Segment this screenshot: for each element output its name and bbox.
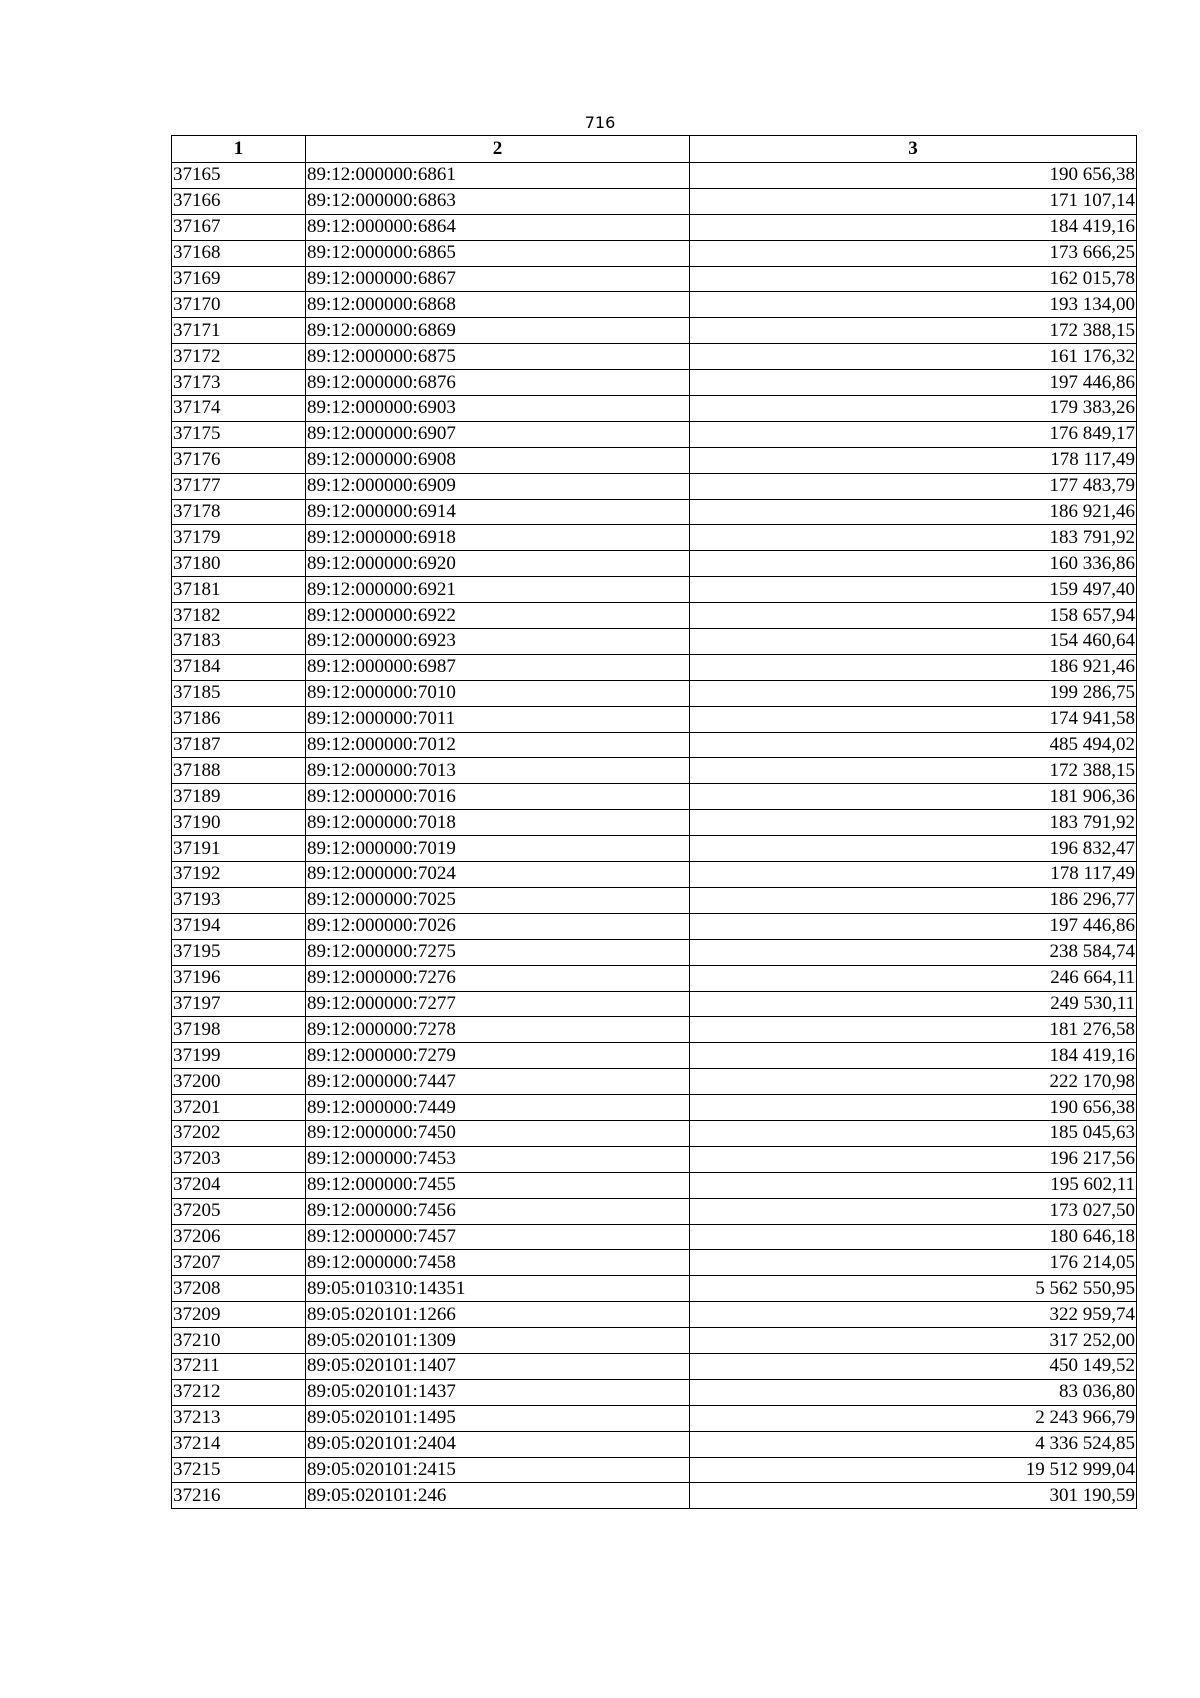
value-cell: 249 530,11: [690, 991, 1137, 1017]
value-cell: 178 117,49: [690, 447, 1137, 473]
row-number-cell: 37176: [172, 447, 306, 473]
cadastral-number-cell: 89:12:000000:7449: [306, 1095, 690, 1121]
table-row: [172, 344, 1137, 370]
column-header-1: 1: [172, 136, 306, 163]
table-row: [172, 525, 1137, 551]
row-number-cell: 37192: [172, 862, 306, 888]
value-cell: 196 217,56: [690, 1146, 1137, 1172]
cadastral-number-cell: 89:12:000000:7016: [306, 784, 690, 810]
table-row: [172, 370, 1137, 396]
table-row: [172, 396, 1137, 422]
row-number-cell: 37215: [172, 1457, 306, 1483]
row-number-cell: 37185: [172, 680, 306, 706]
cadastral-number-cell: 89:05:020101:1437: [306, 1379, 690, 1405]
row-number-cell: 37193: [172, 887, 306, 913]
row-number-cell: 37166: [172, 188, 306, 214]
table-row: [172, 1405, 1137, 1431]
row-number-cell: 37213: [172, 1405, 306, 1431]
table-row: [172, 214, 1137, 240]
table-row: [172, 810, 1137, 836]
table-row: [172, 1328, 1137, 1354]
table-row: [172, 939, 1137, 965]
row-number-cell: 37201: [172, 1095, 306, 1121]
table-row: [172, 887, 1137, 913]
value-cell: 174 941,58: [690, 706, 1137, 732]
row-number-cell: 37183: [172, 629, 306, 655]
cadastral-number-cell: 89:12:000000:7455: [306, 1172, 690, 1198]
value-cell: 19 512 999,04: [690, 1457, 1137, 1483]
cadastral-number-cell: 89:12:000000:7025: [306, 887, 690, 913]
row-number-cell: 37208: [172, 1276, 306, 1302]
header-row: [172, 136, 1137, 163]
row-number-cell: 37212: [172, 1379, 306, 1405]
table-row: [172, 991, 1137, 1017]
cadastral-number-cell: 89:12:000000:6876: [306, 370, 690, 396]
table-row: [172, 292, 1137, 318]
page-number: 716: [584, 113, 616, 132]
value-cell: 176 849,17: [690, 421, 1137, 447]
value-cell: 238 584,74: [690, 939, 1137, 965]
value-cell: 322 959,74: [690, 1302, 1137, 1328]
value-cell: 177 483,79: [690, 473, 1137, 499]
table-row: [172, 473, 1137, 499]
value-cell: 196 832,47: [690, 836, 1137, 862]
cadastral-number-cell: 89:12:000000:6922: [306, 603, 690, 629]
value-cell: 199 286,75: [690, 680, 1137, 706]
table-row: [172, 1302, 1137, 1328]
table-row: [172, 240, 1137, 266]
row-number-cell: 37173: [172, 370, 306, 396]
value-cell: 183 791,92: [690, 810, 1137, 836]
cadastral-number-cell: 89:12:000000:6861: [306, 163, 690, 189]
column-header-3: 3: [690, 136, 1137, 163]
cadastral-number-cell: 89:12:000000:6863: [306, 188, 690, 214]
row-number-cell: 37203: [172, 1146, 306, 1172]
table-row: [172, 1276, 1137, 1302]
table-row: [172, 266, 1137, 292]
table-row: [172, 1146, 1137, 1172]
cadastral-number-cell: 89:12:000000:7018: [306, 810, 690, 836]
cadastral-number-cell: 89:12:000000:7012: [306, 732, 690, 758]
cadastral-number-cell: 89:12:000000:6920: [306, 551, 690, 577]
cadastral-number-cell: 89:05:020101:2415: [306, 1457, 690, 1483]
row-number-cell: 37182: [172, 603, 306, 629]
row-number-cell: 37175: [172, 421, 306, 447]
row-number-cell: 37200: [172, 1069, 306, 1095]
value-cell: 195 602,11: [690, 1172, 1137, 1198]
cadastral-number-cell: 89:12:000000:6867: [306, 266, 690, 292]
table-row: [172, 318, 1137, 344]
value-cell: 190 656,38: [690, 163, 1137, 189]
row-number-cell: 37169: [172, 266, 306, 292]
row-number-cell: 37188: [172, 758, 306, 784]
table-row: [172, 499, 1137, 525]
value-cell: 181 276,58: [690, 1017, 1137, 1043]
cadastral-number-cell: 89:12:000000:7019: [306, 836, 690, 862]
table-row: [172, 629, 1137, 655]
table-row: [172, 706, 1137, 732]
row-number-cell: 37191: [172, 836, 306, 862]
cadastral-number-cell: 89:12:000000:7011: [306, 706, 690, 732]
row-number-cell: 37216: [172, 1483, 306, 1509]
value-cell: 2 243 966,79: [690, 1405, 1137, 1431]
row-number-cell: 37211: [172, 1353, 306, 1379]
table-row: [172, 1353, 1137, 1379]
cadastral-number-cell: 89:05:020101:1407: [306, 1353, 690, 1379]
value-cell: 246 664,11: [690, 965, 1137, 991]
value-cell: 186 296,77: [690, 887, 1137, 913]
value-cell: 160 336,86: [690, 551, 1137, 577]
cadastral-number-cell: 89:05:020101:1309: [306, 1328, 690, 1354]
cadastral-number-cell: 89:12:000000:7024: [306, 862, 690, 888]
cadastral-number-cell: 89:12:000000:7276: [306, 965, 690, 991]
table-row: [172, 1172, 1137, 1198]
table-row: [172, 1017, 1137, 1043]
cadastral-number-cell: 89:05:010310:14351: [306, 1276, 690, 1302]
value-cell: 181 906,36: [690, 784, 1137, 810]
cadastral-number-cell: 89:12:000000:6907: [306, 421, 690, 447]
row-number-cell: 37168: [172, 240, 306, 266]
table-row: [172, 1431, 1137, 1457]
value-cell: 450 149,52: [690, 1353, 1137, 1379]
table-row: [172, 1250, 1137, 1276]
cadastral-number-cell: 89:12:000000:6903: [306, 396, 690, 422]
row-number-cell: 37184: [172, 654, 306, 680]
table-row: [172, 1043, 1137, 1069]
value-cell: 197 446,86: [690, 913, 1137, 939]
row-number-cell: 37177: [172, 473, 306, 499]
cadastral-number-cell: 89:12:000000:6914: [306, 499, 690, 525]
cadastral-number-cell: 89:12:000000:7277: [306, 991, 690, 1017]
cadastral-number-cell: 89:12:000000:6923: [306, 629, 690, 655]
table-row: [172, 1457, 1137, 1483]
value-cell: 185 045,63: [690, 1120, 1137, 1146]
cadastral-number-cell: 89:12:000000:7450: [306, 1120, 690, 1146]
cadastral-number-cell: 89:12:000000:7010: [306, 680, 690, 706]
cadastral-number-cell: 89:12:000000:6869: [306, 318, 690, 344]
value-cell: 186 921,46: [690, 654, 1137, 680]
cadastral-number-cell: 89:12:000000:7279: [306, 1043, 690, 1069]
row-number-cell: 37165: [172, 163, 306, 189]
table-row: [172, 784, 1137, 810]
value-cell: 159 497,40: [690, 577, 1137, 603]
table-row: [172, 603, 1137, 629]
row-number-cell: 37171: [172, 318, 306, 344]
cadastral-number-cell: 89:05:020101:1495: [306, 1405, 690, 1431]
table-row: [172, 654, 1137, 680]
value-cell: 180 646,18: [690, 1224, 1137, 1250]
cadastral-number-cell: 89:12:000000:7453: [306, 1146, 690, 1172]
row-number-cell: 37167: [172, 214, 306, 240]
value-cell: 173 027,50: [690, 1198, 1137, 1224]
row-number-cell: 37196: [172, 965, 306, 991]
row-number-cell: 37178: [172, 499, 306, 525]
table-row: [172, 551, 1137, 577]
cadastral-number-cell: 89:12:000000:7457: [306, 1224, 690, 1250]
value-cell: 301 190,59: [690, 1483, 1137, 1509]
row-number-cell: 37194: [172, 913, 306, 939]
table-body: [172, 163, 1137, 1509]
value-cell: 83 036,80: [690, 1379, 1137, 1405]
table-row: [172, 1069, 1137, 1095]
table-row: [172, 1379, 1137, 1405]
table-header: [172, 136, 1137, 163]
cadastral-number-cell: 89:12:000000:6909: [306, 473, 690, 499]
row-number-cell: 37195: [172, 939, 306, 965]
row-number-cell: 37205: [172, 1198, 306, 1224]
value-cell: 154 460,64: [690, 629, 1137, 655]
value-cell: 197 446,86: [690, 370, 1137, 396]
cadastral-number-cell: 89:12:000000:7026: [306, 913, 690, 939]
value-cell: 158 657,94: [690, 603, 1137, 629]
cadastral-number-cell: 89:12:000000:6875: [306, 344, 690, 370]
table-row: [172, 680, 1137, 706]
value-cell: 317 252,00: [690, 1328, 1137, 1354]
cadastral-number-cell: 89:12:000000:7278: [306, 1017, 690, 1043]
table-row: [172, 862, 1137, 888]
value-cell: 161 176,32: [690, 344, 1137, 370]
row-number-cell: 37190: [172, 810, 306, 836]
cadastral-number-cell: 89:05:020101:246: [306, 1483, 690, 1509]
cadastral-number-cell: 89:12:000000:7456: [306, 1198, 690, 1224]
table-row: [172, 965, 1137, 991]
table-row: [172, 836, 1137, 862]
row-number-cell: 37202: [172, 1120, 306, 1146]
value-cell: 193 134,00: [690, 292, 1137, 318]
value-cell: 173 666,25: [690, 240, 1137, 266]
cadastral-number-cell: 89:05:020101:1266: [306, 1302, 690, 1328]
cadastral-number-cell: 89:12:000000:6918: [306, 525, 690, 551]
table-row: [172, 1198, 1137, 1224]
table-row: [172, 188, 1137, 214]
row-number-cell: 37186: [172, 706, 306, 732]
row-number-cell: 37170: [172, 292, 306, 318]
value-cell: 184 419,16: [690, 1043, 1137, 1069]
table-row: [172, 732, 1137, 758]
table-row: [172, 913, 1137, 939]
column-header-2: 2: [306, 136, 690, 163]
table-row: [172, 1483, 1137, 1509]
value-cell: 5 562 550,95: [690, 1276, 1137, 1302]
cadastral-number-cell: 89:12:000000:6868: [306, 292, 690, 318]
cadastral-number-cell: 89:12:000000:7447: [306, 1069, 690, 1095]
row-number-cell: 37207: [172, 1250, 306, 1276]
cadastral-number-cell: 89:12:000000:7275: [306, 939, 690, 965]
row-number-cell: 37199: [172, 1043, 306, 1069]
value-cell: 190 656,38: [690, 1095, 1137, 1121]
cadastral-number-cell: 89:12:000000:7013: [306, 758, 690, 784]
value-cell: 162 015,78: [690, 266, 1137, 292]
row-number-cell: 37210: [172, 1328, 306, 1354]
value-cell: 178 117,49: [690, 862, 1137, 888]
table-row: [172, 163, 1137, 189]
table-row: [172, 421, 1137, 447]
row-number-cell: 37181: [172, 577, 306, 603]
cadastral-number-cell: 89:12:000000:6908: [306, 447, 690, 473]
value-cell: 179 383,26: [690, 396, 1137, 422]
value-cell: 176 214,05: [690, 1250, 1137, 1276]
row-number-cell: 37187: [172, 732, 306, 758]
cadastral-number-cell: 89:12:000000:6864: [306, 214, 690, 240]
row-number-cell: 37180: [172, 551, 306, 577]
row-number-cell: 37198: [172, 1017, 306, 1043]
value-cell: 186 921,46: [690, 499, 1137, 525]
value-cell: 184 419,16: [690, 214, 1137, 240]
value-cell: 172 388,15: [690, 318, 1137, 344]
cadastral-number-cell: 89:05:020101:2404: [306, 1431, 690, 1457]
row-number-cell: 37197: [172, 991, 306, 1017]
table-row: [172, 1120, 1137, 1146]
row-number-cell: 37209: [172, 1302, 306, 1328]
row-number-cell: 37174: [172, 396, 306, 422]
cadastral-number-cell: 89:12:000000:6921: [306, 577, 690, 603]
row-number-cell: 37206: [172, 1224, 306, 1250]
value-cell: 4 336 524,85: [690, 1431, 1137, 1457]
value-cell: 485 494,02: [690, 732, 1137, 758]
value-cell: 183 791,92: [690, 525, 1137, 551]
table-row: [172, 758, 1137, 784]
row-number-cell: 37214: [172, 1431, 306, 1457]
value-cell: 172 388,15: [690, 758, 1137, 784]
row-number-cell: 37172: [172, 344, 306, 370]
row-number-cell: 37189: [172, 784, 306, 810]
cadastral-number-cell: 89:12:000000:7458: [306, 1250, 690, 1276]
table-row: [172, 577, 1137, 603]
table-row: [172, 1095, 1137, 1121]
table-row: [172, 1224, 1137, 1250]
table-row: [172, 447, 1137, 473]
cadastral-number-cell: 89:12:000000:6987: [306, 654, 690, 680]
row-number-cell: 37179: [172, 525, 306, 551]
row-number-cell: 37204: [172, 1172, 306, 1198]
value-cell: 222 170,98: [690, 1069, 1137, 1095]
cadastral-number-cell: 89:12:000000:6865: [306, 240, 690, 266]
value-cell: 171 107,14: [690, 188, 1137, 214]
data-table: [171, 135, 1137, 1509]
